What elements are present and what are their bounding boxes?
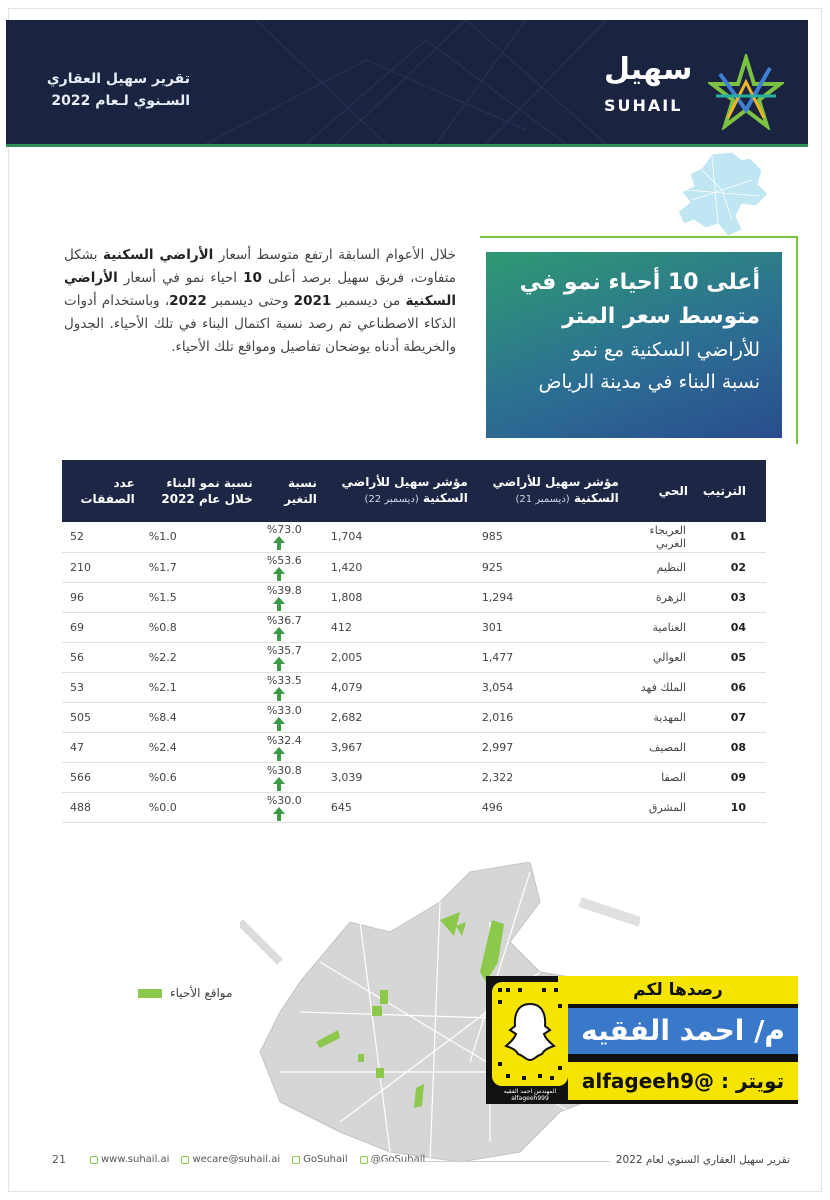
- table-row: [62, 522, 766, 552]
- legend-label: مواقع الأحياء: [170, 986, 233, 1000]
- row-change-text: %36.7: [266, 613, 302, 627]
- row-district: [625, 702, 694, 732]
- riyadh-mini-map-icon: [672, 150, 772, 238]
- intro-text-1: خلال الأعوام السابقة ارتفع متوسط أسعار: [213, 247, 456, 263]
- row-build-growth-text: %8.4: [148, 710, 177, 724]
- callout-line3: للأراضي السكنية مع نمو: [571, 339, 760, 361]
- row-index-22-text: 1,808: [330, 590, 363, 604]
- row-index-21-text: 2,997: [481, 740, 514, 754]
- row-district-text: الملك فهد: [640, 680, 686, 694]
- row-deals: [62, 792, 141, 822]
- up-arrow-icon: [273, 657, 285, 671]
- star-logo-icon: [708, 54, 784, 130]
- row-district-text: المشرق: [648, 800, 686, 814]
- row-rank: [694, 612, 766, 642]
- row-district-text: المهدية: [653, 710, 686, 724]
- up-arrow-icon: [273, 597, 285, 611]
- row-change: [259, 552, 323, 582]
- row-change: [259, 792, 323, 822]
- row-index-22: [323, 642, 474, 672]
- intro-text-6: ، وباستخدام أدوات الذكاء الاصطناعي تم رصد نسبة اكتمال البناء في تلك الأحياء. الجدول والخريطة أدناه يوضحان تفاصيل ومواقع تلك الأحياء.: [64, 293, 456, 355]
- row-deals: [62, 522, 141, 552]
- row-index-22-text: 412: [330, 620, 352, 634]
- row-build-growth-text: %1.7: [148, 560, 177, 574]
- suhail-logo: [594, 52, 784, 132]
- row-deals-text: 52: [70, 530, 84, 544]
- row-district-text: النظيم: [656, 560, 686, 574]
- row-build-growth: [141, 732, 259, 762]
- snapchat-overlay: [486, 976, 798, 1104]
- row-district: [625, 522, 694, 552]
- row-rank: [694, 702, 766, 732]
- intro-text-4: من ديسمبر: [331, 293, 406, 309]
- mail-icon: [181, 1156, 189, 1164]
- row-build-growth-text: %2.4: [148, 740, 177, 754]
- row-index-21: [474, 582, 625, 612]
- row-district-text: الزهرة: [655, 590, 686, 604]
- row-index-22: [323, 612, 474, 642]
- row-deals-text: 210: [70, 560, 91, 574]
- row-index-21-text: 2,322: [481, 770, 514, 784]
- row-rank-text: 07: [730, 710, 746, 724]
- row-build-growth-text: %1.0: [148, 530, 177, 544]
- legend-swatch: [138, 989, 162, 998]
- row-rank-text: 01: [730, 530, 746, 544]
- row-rank-text: 10: [730, 800, 746, 814]
- header-build-growth: نسبة نمو البناء خلال عام 2022: [141, 460, 259, 522]
- row-build-growth-text: %2.2: [148, 650, 177, 664]
- up-arrow-icon: [273, 627, 285, 641]
- row-district-text: المصيف: [648, 740, 686, 754]
- row-district-text: العريجاء الغربي: [649, 523, 686, 550]
- row-build-growth-text: %2.1: [148, 680, 177, 694]
- row-change: [259, 702, 323, 732]
- row-rank-text: 04: [730, 620, 746, 634]
- snap-twitter-handle: تويتر : @alfageeh9: [568, 1062, 798, 1100]
- row-build-growth-text: %0.0: [148, 800, 177, 814]
- up-arrow-icon: [273, 536, 285, 550]
- row-change: [259, 612, 323, 642]
- row-rank-text: 08: [730, 740, 746, 754]
- table-row: [62, 732, 766, 762]
- up-arrow-icon: [273, 567, 285, 581]
- districts-table: [62, 460, 766, 823]
- row-index-22-text: 645: [330, 800, 352, 814]
- row-change-text: %33.0: [266, 703, 302, 717]
- header-rank: الترتيب: [694, 460, 766, 522]
- row-change: [259, 522, 323, 552]
- row-index-22-text: 1,704: [330, 530, 363, 544]
- row-deals: [62, 582, 141, 612]
- row-deals: [62, 642, 141, 672]
- row-deals-text: 488: [70, 800, 91, 814]
- up-arrow-icon: [273, 777, 285, 791]
- logo-english-text: SUHAIL: [604, 96, 683, 115]
- row-build-growth: [141, 552, 259, 582]
- row-build-growth-text: %0.6: [148, 770, 177, 784]
- row-build-growth: [141, 762, 259, 792]
- intro-paragraph: [64, 244, 456, 359]
- row-district: [625, 792, 694, 822]
- map-legend: [138, 986, 232, 1000]
- header-title-line1: تقرير سهيل العقاري: [46, 71, 190, 87]
- row-rank: [694, 552, 766, 582]
- footer-social-2-text: @GoSuhail: [370, 1154, 426, 1165]
- footer-social-2[interactable]: [360, 1154, 426, 1165]
- row-index-22: [323, 582, 474, 612]
- up-arrow-icon: [273, 717, 285, 731]
- row-change-text: %33.5: [266, 673, 302, 687]
- row-build-growth-text: %1.5: [148, 590, 177, 604]
- row-build-growth-text: %0.8: [148, 620, 177, 634]
- intro-text-3: احياء نمو في أسعار: [117, 270, 244, 286]
- row-index-22: [323, 732, 474, 762]
- footer-website[interactable]: [90, 1154, 169, 1165]
- header-deals: عدد الصفقات: [62, 460, 141, 522]
- row-index-21-text: 985: [481, 530, 503, 544]
- callout-line1: أعلى 10 أحياء نمو في: [519, 270, 760, 295]
- table-row: [62, 672, 766, 702]
- row-index-21: [474, 552, 625, 582]
- up-arrow-icon: [273, 807, 285, 821]
- footer-links: [90, 1154, 425, 1165]
- snap-banner-top: رصدها لكم: [558, 976, 798, 1004]
- intro-bold-3: الأراضي السكنية: [64, 270, 456, 309]
- row-index-21: [474, 612, 625, 642]
- snapcode-caption-handle: alfageeh999: [511, 1095, 549, 1102]
- up-arrow-icon: [273, 687, 285, 701]
- row-rank: [694, 642, 766, 672]
- row-rank: [694, 762, 766, 792]
- link-icon: [90, 1156, 98, 1164]
- row-change: [259, 582, 323, 612]
- row-build-growth: [141, 522, 259, 552]
- row-district: [625, 612, 694, 642]
- row-index-22: [323, 552, 474, 582]
- table-row: [62, 762, 766, 792]
- row-rank-text: 03: [730, 590, 746, 604]
- up-arrow-icon: [273, 747, 285, 761]
- row-rank: [694, 792, 766, 822]
- row-index-21-text: 3,054: [481, 680, 514, 694]
- row-change: [259, 762, 323, 792]
- row-district: [625, 642, 694, 672]
- footer-social-1[interactable]: [292, 1154, 348, 1165]
- row-index-22-text: 2,005: [330, 650, 363, 664]
- row-district: [625, 552, 694, 582]
- row-district: [625, 582, 694, 612]
- table-row: [62, 642, 766, 672]
- row-deals: [62, 732, 141, 762]
- social-icon: [292, 1156, 300, 1164]
- row-index-22: [323, 762, 474, 792]
- row-district-text: العوالي: [653, 650, 686, 664]
- row-deals-text: 566: [70, 770, 91, 784]
- row-index-22: [323, 672, 474, 702]
- row-index-21: [474, 792, 625, 822]
- table-header-row: [62, 460, 766, 522]
- snapcode-image: [492, 982, 568, 1086]
- row-deals-text: 53: [70, 680, 84, 694]
- row-district-text: الغنامية: [652, 620, 686, 634]
- row-change: [259, 672, 323, 702]
- table-row: [62, 582, 766, 612]
- header-index-21: مؤشر سهيل للأراضي السكنية (ديسمبر 21): [474, 460, 625, 522]
- table-row: [62, 552, 766, 582]
- row-rank: [694, 582, 766, 612]
- header-change: نسبة التغير: [259, 460, 323, 522]
- footer-email-text: wecare@suhail.ai: [192, 1154, 281, 1165]
- row-deals: [62, 612, 141, 642]
- row-build-growth: [141, 582, 259, 612]
- row-change-text: %39.8: [266, 583, 302, 597]
- row-change-text: %30.8: [266, 763, 302, 777]
- row-deals-text: 56: [70, 650, 84, 664]
- header-title: [30, 68, 190, 112]
- row-index-22-text: 3,039: [330, 770, 363, 784]
- row-index-21: [474, 642, 625, 672]
- row-change-text: %35.7: [266, 643, 302, 657]
- row-rank: [694, 732, 766, 762]
- snapchat-ghost-icon: [492, 982, 568, 1086]
- row-rank-text: 06: [730, 680, 746, 694]
- report-header: [6, 20, 808, 144]
- row-index-21: [474, 732, 625, 762]
- row-index-21-text: 301: [481, 620, 503, 634]
- callout-box: [486, 252, 782, 438]
- intro-bold-1: الأراضي السكنية: [103, 247, 214, 263]
- snap-author-name: م/ احمد الفقيه: [568, 1008, 798, 1054]
- row-index-21-text: 496: [481, 800, 503, 814]
- row-deals: [62, 702, 141, 732]
- row-deals-text: 505: [70, 710, 91, 724]
- snapcode-caption: [490, 1088, 570, 1102]
- header-divider: [6, 144, 808, 147]
- row-change-text: %32.4: [266, 733, 302, 747]
- page-footer: [40, 1150, 790, 1170]
- logo-arabic-text: سهيل: [604, 52, 693, 87]
- footer-social-1-text: GoSuhail: [303, 1154, 348, 1165]
- social-icon: [360, 1156, 368, 1164]
- row-deals: [62, 552, 141, 582]
- row-index-22: [323, 522, 474, 552]
- row-index-21-text: 2,016: [481, 710, 514, 724]
- footer-website-text: www.suhail.ai: [101, 1154, 170, 1165]
- intro-text-2: بشكل متفاوت، فريق سهيل برصد أعلى: [64, 247, 456, 286]
- row-change-text: %73.0: [266, 523, 302, 537]
- row-district: [625, 672, 694, 702]
- header-title-line2: السـنوي لـعام 2022: [51, 93, 190, 109]
- footer-title: تقرير سهيل العقاري السنوي لعام 2022: [615, 1154, 790, 1166]
- intro-bold-2: 10: [243, 270, 262, 286]
- snapcode-caption-name: المهندس احمد الفقيه: [503, 1088, 557, 1095]
- row-index-22-text: 1,420: [330, 560, 363, 574]
- row-index-22-text: 3,967: [330, 740, 363, 754]
- intro-bold-4: 2021: [293, 293, 332, 309]
- row-rank: [694, 672, 766, 702]
- table-row: [62, 792, 766, 822]
- row-change-text: %30.0: [266, 793, 302, 807]
- header-index-22: مؤشر سهيل للأراضي السكنية (ديسمبر 22): [323, 460, 474, 522]
- row-build-growth: [141, 702, 259, 732]
- row-change-text: %53.6: [266, 553, 302, 567]
- table-row: [62, 612, 766, 642]
- row-build-growth: [141, 792, 259, 822]
- row-index-21: [474, 702, 625, 732]
- row-deals-text: 96: [70, 590, 84, 604]
- row-deals-text: 47: [70, 740, 84, 754]
- header-district: الحي: [625, 460, 694, 522]
- row-index-22-text: 4,079: [330, 680, 363, 694]
- intro-bold-5: 2022: [169, 293, 207, 309]
- page-number: 21: [52, 1153, 66, 1166]
- row-build-growth: [141, 672, 259, 702]
- row-change: [259, 642, 323, 672]
- row-district-text: الصفا: [661, 770, 686, 784]
- row-index-22: [323, 792, 474, 822]
- row-index-21: [474, 522, 625, 552]
- row-rank-text: 09: [730, 770, 746, 784]
- row-index-21: [474, 672, 625, 702]
- row-deals: [62, 672, 141, 702]
- intro-text-5: وحتى ديسمبر: [206, 293, 294, 309]
- row-build-growth: [141, 612, 259, 642]
- table-body: [62, 522, 766, 822]
- row-rank-text: 05: [730, 650, 746, 664]
- row-rank-text: 02: [730, 560, 746, 574]
- table-row: [62, 702, 766, 732]
- row-index-22-text: 2,682: [330, 710, 363, 724]
- row-index-21-text: 925: [481, 560, 503, 574]
- row-deals-text: 69: [70, 620, 84, 634]
- row-deals: [62, 762, 141, 792]
- row-index-21-text: 1,477: [481, 650, 514, 664]
- callout-line2: متوسط سعر المتر: [562, 304, 760, 329]
- callout-line4: نسبة البناء في مدينة الرياض: [538, 371, 760, 393]
- row-rank: [694, 522, 766, 552]
- row-index-22: [323, 702, 474, 732]
- footer-email[interactable]: [181, 1154, 280, 1165]
- row-district: [625, 762, 694, 792]
- row-index-21-text: 1,294: [481, 590, 514, 604]
- row-district: [625, 732, 694, 762]
- footer-divider: [370, 1161, 610, 1162]
- row-index-21: [474, 762, 625, 792]
- row-build-growth: [141, 642, 259, 672]
- row-change: [259, 732, 323, 762]
